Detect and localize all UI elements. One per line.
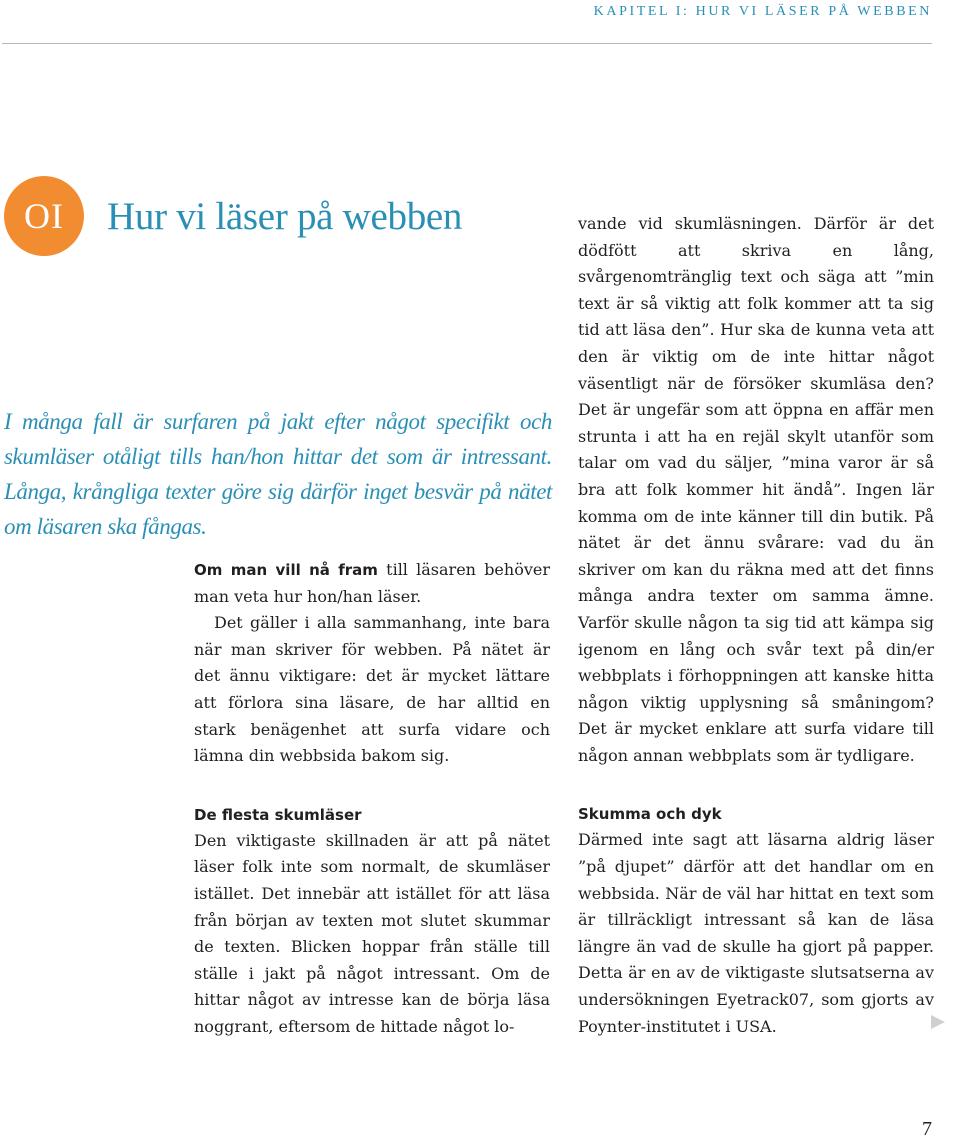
right-column [578, 211, 934, 1040]
right-paragraph-2: Därmed inte sagt att läsarna aldrig läser ”på djupet” därför att det handlar om en webbsida. När de väl har hittat en text som är tillräckligt intressant så kan de läsa längre än vad de skulle ha gjort på papper. Detta är en av de viktigaste slutsatserna av undersökningen Eyetrack07, som gjorts av Poynter-institutet i USA. [578, 830, 934, 1036]
page-number: 7 [922, 1118, 932, 1140]
left-paragraph-1 [194, 557, 550, 610]
chapter-title: Hur vi läser på webben [107, 195, 463, 238]
intro-paragraph: I många fall är surfaren på jakt efter något specifikt och skumläser otåligt tills han/hon hittar det som är intressant. Långa, krångliga texter göre sig därför inget besvär på nätet om läsaren ska fångas. [4, 409, 552, 539]
subheading-skumlaser: De flesta skumläser [194, 805, 362, 824]
left-paragraph-3: Den viktigaste skillnaden är att på nätet läser folk inte som normalt, de skumläser istället. Det innebär att istället för att läsa från början av texten mot slutet skummar de texten. Blicken hoppar från ställe till ställe i jakt på något intressant. Om de hittar något av intresse kan de börja läsa noggrant, eftersom de hittade något lo- [194, 830, 550, 1036]
triangle-right-icon [931, 1015, 945, 1029]
chapter-number-badge: OI [4, 176, 84, 256]
left-paragraph-1-text: till läsaren behöver man veta hur hon/han läser. [194, 560, 550, 606]
right-paragraph-1: vande vid skumläsningen. Därför är det dödfött att skriva en lång, svårgenomtränglig text och säga att ”min text är så viktig att folk kommer att ta sig tid att läsa den”. Hur ska de kunna veta att den är viktig om de inte hittar något väsentligt när de försöker skumläsa den? Det är ungefär som att öppna en affär men strunta i att ha en rejäl skylt utanför som talar om vad du säljer, ”mina varor är så bra att folk kommer hit ändå”. Ingen lär komma om de inte känner till din butik. På nätet är det ännu svårare: vad du än skriver om kan du räkna med att det finns många andra texter om samma ämne. Varför skulle någon ta sig tid att kämpa sig igenom en lång och svår text på din/er webbplats i förhoppningen att kanske hitta någon viktig upplysning så småningom? Det är mycket enklare att surfa vidare till någon annan webbplats som är tydligare. [578, 214, 934, 765]
subheading-skumma-och-dyk: Skumma och dyk [578, 805, 722, 824]
left-paragraph-2: Det gäller i alla sammanhang, inte bara när man skriver för webben. På nätet är det ännu viktigare: det är mycket lättare att förlora sina läsare, de har alltid en stark benägenhet att surfa vidare och lämna din webbsida bakom sig. [194, 613, 550, 766]
header-rule [2, 43, 932, 44]
running-header: KAPITEL I: HUR VI LÄSER PÅ WEBBEN [593, 4, 932, 19]
left-column [194, 557, 550, 1041]
lead-in-text: Om man vill nå fram [194, 561, 378, 579]
